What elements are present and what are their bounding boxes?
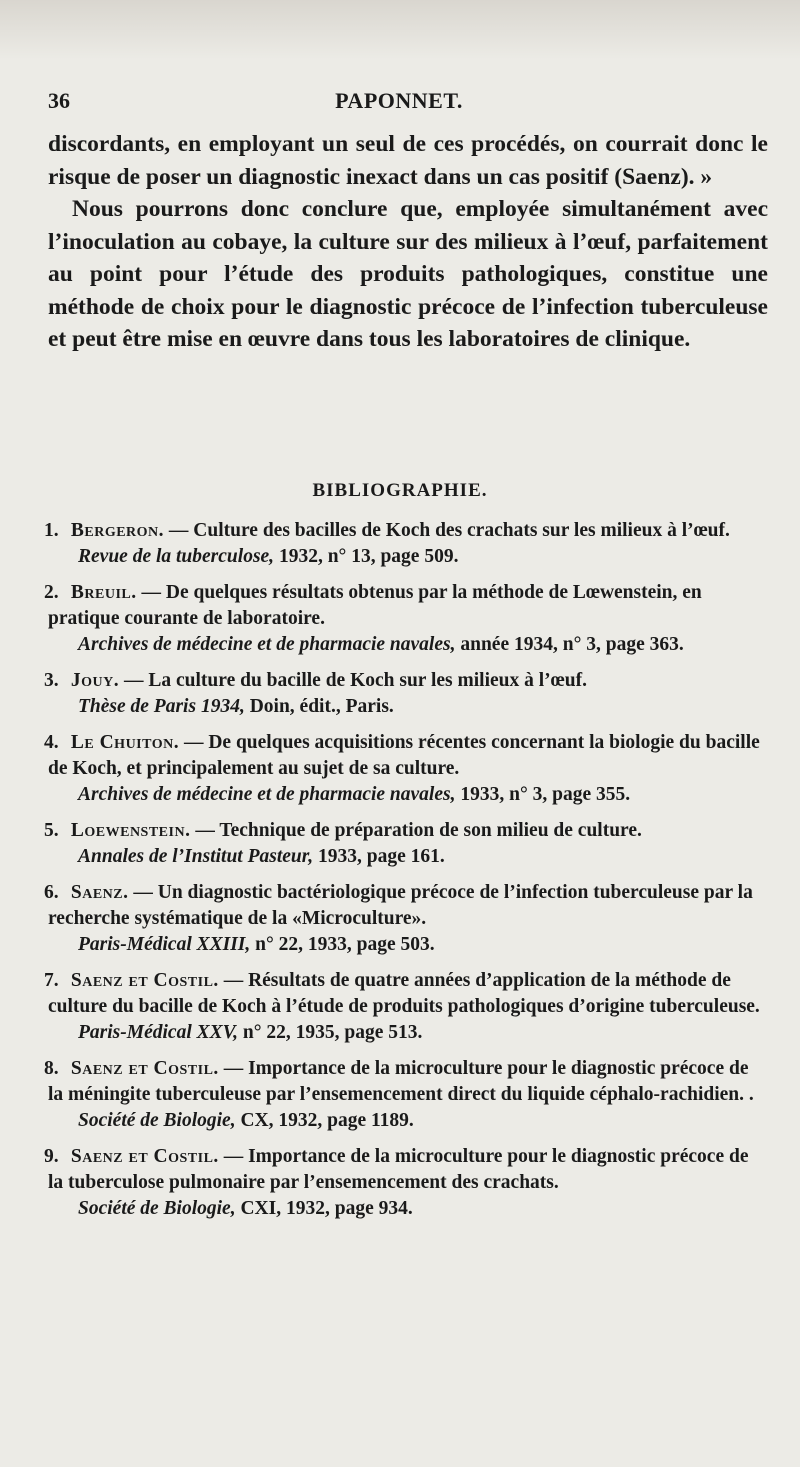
reference-details: 1932, n° 13, page 509. bbox=[274, 546, 459, 567]
reference-source bbox=[48, 1196, 768, 1222]
reference-number: 6. bbox=[44, 882, 59, 903]
reference-details: CXI, 1932, page 934. bbox=[235, 1198, 413, 1219]
running-head bbox=[48, 88, 750, 118]
reference-title: — La culture du bacille de Koch sur les milieux à l’œuf. bbox=[124, 670, 587, 691]
reference-author: Loewenstein. bbox=[70, 820, 191, 841]
reference-source bbox=[48, 844, 768, 870]
scan-shadow bbox=[0, 0, 800, 60]
reference-source bbox=[48, 1020, 768, 1046]
reference-number: 5. bbox=[44, 820, 59, 841]
reference-number: 9. bbox=[44, 1146, 59, 1167]
paragraph-2: Nous pourrons donc conclure que, employée simultanément avec l’inoculation au cobaye, la culture sur des milieux à l’œuf, parfaitement au point pour l’étude des produits pathologiques, constitue une méthode de choix pour le diagnostic précoce de l’infection tuberculeuse et peut être mise en œuvre dans tous les laboratoires de clinique. bbox=[48, 196, 768, 352]
reference-number: 2. bbox=[44, 582, 59, 603]
reference-journal: Société de Biologie, bbox=[78, 1198, 236, 1219]
reference-details: n° 22, 1935, page 513. bbox=[238, 1022, 423, 1043]
reference-author: Bergeron. bbox=[70, 520, 165, 541]
reference-details: n° 22, 1933, page 503. bbox=[250, 934, 435, 955]
reference-title: — Un diagnostic bactériologique précoce de l’infection tuberculeuse par la recherche systématique de la «Microculture». bbox=[48, 882, 753, 929]
reference-title: — Importance de la microculture pour le diagnostic précoce de la méningite tuberculeuse par l’ensemencement direct du liquide céphalo-rachidien. . bbox=[48, 1058, 754, 1105]
paragraph-1: discordants, en employant un seul de ces procédés, on courrait donc le risque de poser un diagnostic inexact dans un cas positif (Saenz). » bbox=[48, 131, 768, 190]
reference-source bbox=[48, 632, 768, 658]
reference-item bbox=[44, 818, 768, 870]
reference-title: — Résultats de quatre années d’application de la méthode de culture du bacille de Koch à l’étude de produits pathologiques d’origine tuberculeuse. bbox=[48, 970, 760, 1017]
reference-number: 1. bbox=[44, 520, 59, 541]
reference-author: Le Chuiton. bbox=[70, 732, 180, 753]
reference-author: Saenz. bbox=[70, 882, 129, 903]
reference-journal: Paris-Médical XXV, bbox=[78, 1022, 238, 1043]
running-title: PAPONNET. bbox=[335, 88, 463, 113]
reference-journal: Revue de la tuberculose, bbox=[78, 546, 275, 567]
reference-source bbox=[48, 932, 768, 958]
reference-item bbox=[44, 880, 768, 958]
reference-title: — Importance de la microculture pour le diagnostic précoce de la tuberculose pulmonaire par l’ensemencement des crachats. bbox=[48, 1146, 749, 1193]
reference-author: Jouy. bbox=[70, 670, 120, 691]
reference-title: — De quelques résultats obtenus par la méthode de Lœwenstein, en pratique courante de laboratoire. bbox=[48, 582, 702, 629]
reference-item bbox=[44, 1144, 768, 1222]
reference-item bbox=[44, 1056, 768, 1134]
reference-details: Doin, édit., Paris. bbox=[244, 696, 394, 717]
page-number: 36 bbox=[48, 88, 70, 113]
reference-journal: Paris-Médical XXIII, bbox=[78, 934, 251, 955]
reference-source bbox=[48, 782, 768, 808]
reference-source bbox=[48, 694, 768, 720]
reference-source bbox=[48, 1108, 768, 1134]
reference-item bbox=[44, 668, 768, 720]
reference-author: Breuil. bbox=[70, 582, 137, 603]
reference-item bbox=[44, 730, 768, 808]
reference-item bbox=[44, 968, 768, 1046]
reference-journal: Archives de médecine et de pharmacie navales, bbox=[78, 634, 456, 655]
reference-item bbox=[44, 518, 768, 570]
reference-number: 8. bbox=[44, 1058, 59, 1079]
reference-number: 7. bbox=[44, 970, 59, 991]
reference-details: année 1934, n° 3, page 363. bbox=[455, 634, 684, 655]
reference-details: 1933, n° 3, page 355. bbox=[455, 784, 631, 805]
reference-journal: Société de Biologie, bbox=[78, 1110, 236, 1131]
reference-title: — Technique de préparation de son milieu de culture. bbox=[195, 820, 642, 841]
reference-journal: Archives de médecine et de pharmacie navales, bbox=[78, 784, 456, 805]
reference-number: 3. bbox=[44, 670, 59, 691]
reference-details: 1933, page 161. bbox=[313, 846, 445, 867]
reference-journal: Thèse de Paris 1934, bbox=[78, 696, 245, 717]
reference-item bbox=[44, 580, 768, 658]
body-text bbox=[48, 128, 768, 356]
reference-journal: Annales de l’Institut Pasteur, bbox=[78, 846, 314, 867]
bibliography-heading: BIBLIOGRAPHIE. bbox=[312, 480, 488, 501]
reference-author: Saenz et Costil. bbox=[70, 970, 219, 991]
reference-source bbox=[48, 544, 768, 570]
bibliography-list bbox=[44, 518, 768, 1232]
reference-author: Saenz et Costil. bbox=[70, 1146, 219, 1167]
reference-title: — Culture des bacilles de Koch des crachats sur les milieux à l’œuf. bbox=[168, 520, 730, 541]
reference-author: Saenz et Costil. bbox=[70, 1058, 219, 1079]
reference-number: 4. bbox=[44, 732, 59, 753]
reference-details: CX, 1932, page 1189. bbox=[235, 1110, 414, 1131]
reference-title: — De quelques acquisitions récentes concernant la biologie du bacille de Koch, et principalement au sujet de sa culture. bbox=[48, 732, 760, 779]
